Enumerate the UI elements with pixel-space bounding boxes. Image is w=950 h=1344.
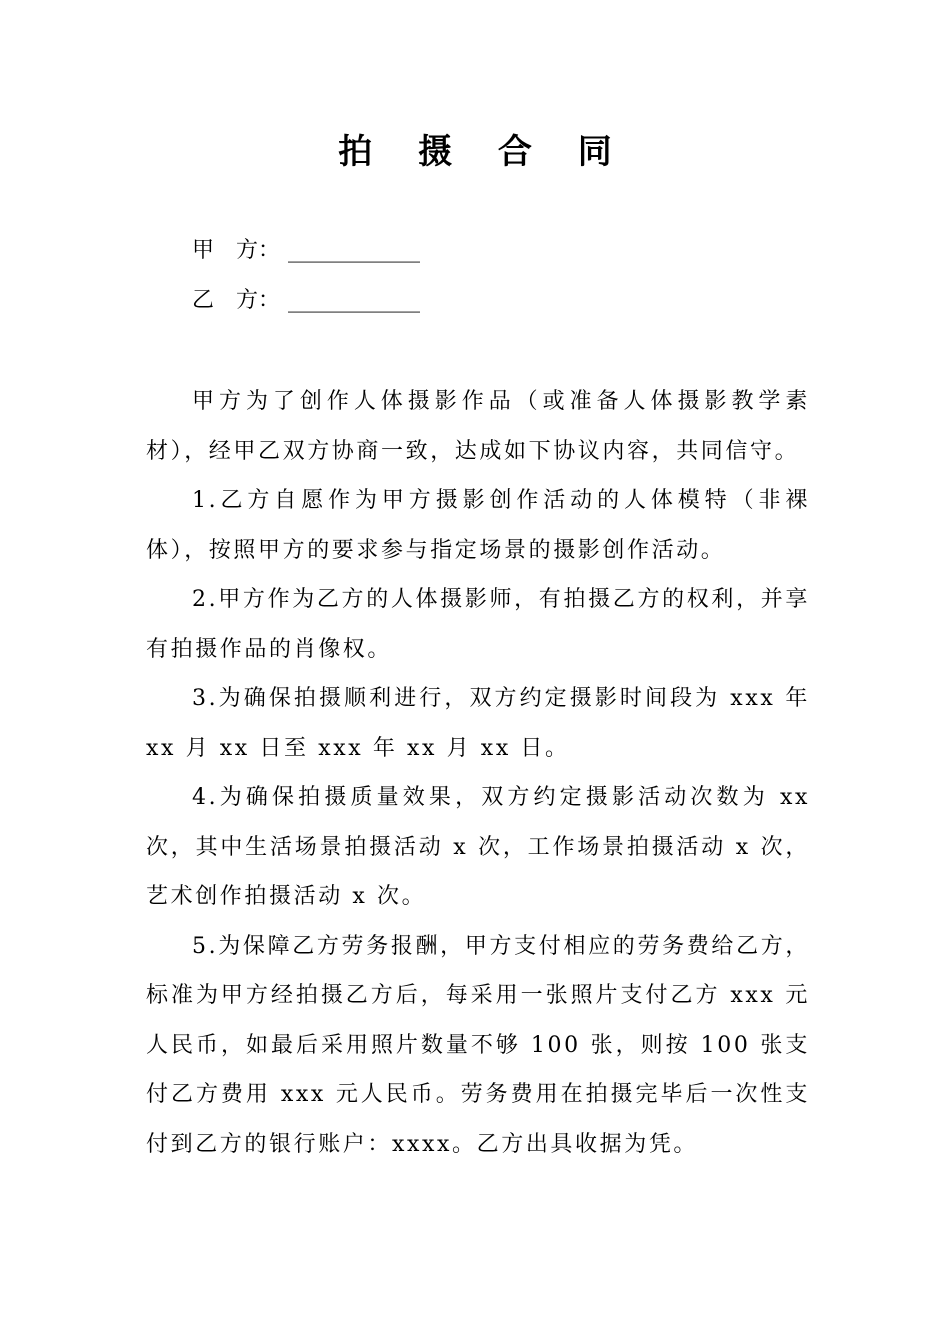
intro-paragraph: 甲方为了创作人体摄影作品（或准备人体摄影教学素材），经甲乙双方协商一致，达成如下协议内容，共同信守。 <box>146 389 810 464</box>
party-a-label: 甲 方： <box>192 238 281 263</box>
party-b-label: 乙 方： <box>192 288 281 313</box>
clause-5: 5.为保障乙方劳务报酬，甲方支付相应的劳务费给乙方，标准为甲方经拍摄乙方后，每采用一张照片支付乙方 xxx 元人民币，如最后采用照片数量不够 100 张，则按 100 张支付乙方费用 xxx 元人民币。劳务费用在拍摄完毕后一次性支付到乙方的银行账户：xxxx。乙方出具收据为凭。 <box>146 933 810 1157</box>
clause-1: 1.乙方自愿作为甲方摄影创作活动的人体模特（非裸体），按照甲方的要求参与指定场景的摄影创作活动。 <box>146 488 810 563</box>
document-title: 拍 摄 合 同 <box>338 132 629 172</box>
party-a-blank: ____________ <box>288 238 420 263</box>
clause-3: 3.为确保拍摄顺利进行，双方约定摄影时间段为 xxx 年 xx 月 xx 日至 xxx 年 xx 月 xx 日。 <box>146 686 810 761</box>
clause-4: 4.为确保拍摄质量效果，双方约定摄影活动次数为 xx 次，其中生活场景拍摄活动 x 次，工作场景拍摄活动 x 次，艺术创作拍摄活动 x 次。 <box>146 785 810 909</box>
party-b-line <box>192 286 420 316</box>
party-b-blank: ____________ <box>288 288 420 313</box>
clause-2: 2.甲方作为乙方的人体摄影师，有拍摄乙方的权利，并享有拍摄作品的肖像权。 <box>146 587 810 662</box>
contract-body <box>146 377 810 1169</box>
party-a-line <box>192 236 420 266</box>
